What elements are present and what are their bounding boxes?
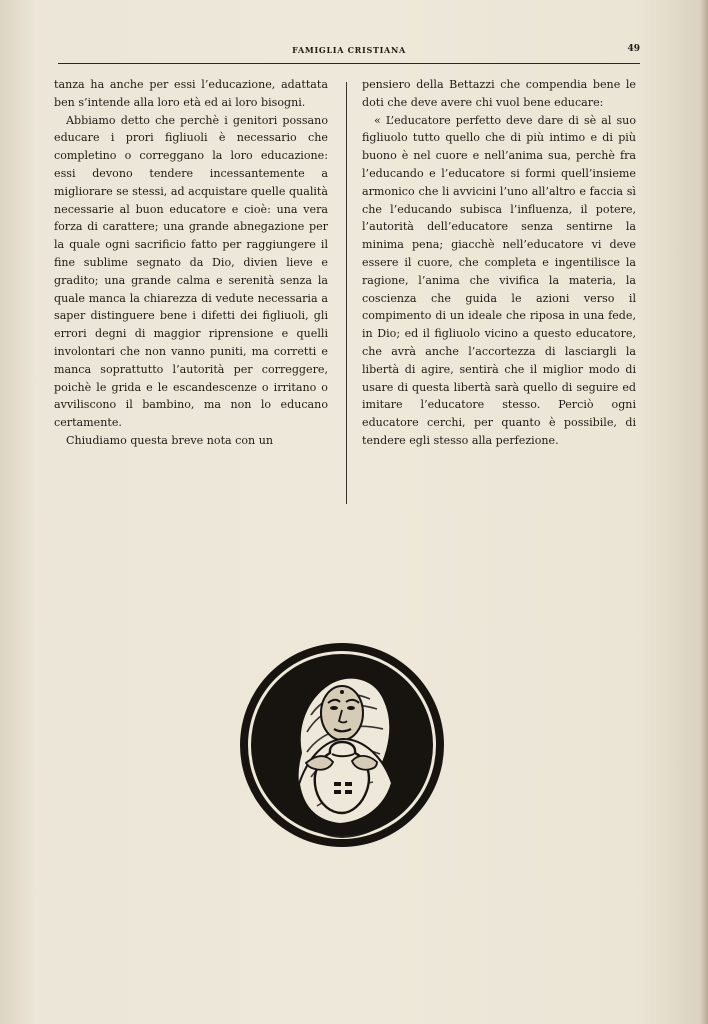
left-paragraph-3: Chiudiamo questa breve nota con un	[66, 433, 274, 447]
right-paragraph-1: pensiero della Bettazzi che compendia bene le doti che deve avere chi vuol bene educare:	[362, 78, 636, 109]
page-header	[58, 41, 640, 64]
magazine-title: FAMIGLIA CRISTIANA	[292, 45, 406, 55]
right-eye	[347, 706, 355, 710]
page-edge-shadow	[700, 0, 708, 1024]
right-text-column	[362, 76, 636, 450]
left-paragraph-2: Abbiamo detto che perchè i genitori possano educare i prori figliuoli è necessario che completino o correggano la loro educazione: essi devono tendere incessantemente a migliorare se stessi, ad acquistare quelle qualità necessarie al buon educatore e cioè: una vera forza di carattere; una grande abnegazione per la quale ogni sacrificio fatto per raggiungere il fine sublime segnato da Dio, divien lieve e gradito; una grande calma e serenità senza la quale manca la chiarezza di vedute necessaria a saper distinguere bene i difetti dei figliuoli, gli errori degni di maggior riprensione e quelli involontari che non vanno puniti, ma corretti e manca soprattutto l’autorità per correggere, poichè le grida e le escandescenze o irritano o avviliscono il bambino, ma non lo educano certamente.	[54, 113, 328, 430]
column-divider	[346, 82, 347, 504]
left-text-column	[54, 76, 328, 450]
page-number: 49	[627, 44, 640, 54]
left-eye	[330, 706, 338, 710]
left-paragraph-1: tanza ha anche per essi l’educazione, adattata ben s’intende alla loro età ed ai loro bisogni.	[54, 78, 328, 109]
medallion-svg	[238, 641, 446, 849]
woman-medallion-illustration	[238, 641, 446, 849]
right-paragraph-2: « L’educatore perfetto deve dare di sè al suo figliuolo tutto quello che di più intimo e di più buono è nel cuore e nell’anima sua, perchè fra l’educando e l’educatore si formi quell’insieme armonico che li avvicini l’uno all’altro e faccia sì che l’educando subisca l’influenza, il potere, l’autorità dell’educatore senza sentirne la minima pena; giacchè nell’educatore vi deve essere il cuore, che completa e ingentilisce la ragione, l’anima che vivifica la materia, la coscienza che guida le azioni verso il compimento di un ideale che riposa in una fede, in Dio; ed il figliuolo vicino a questo educatore, che avrà anche l’accortezza di lasciargli la libertà di agire, sentirà che il miglior modo di usare di questa libertà sarà quello di seguire ed imitare l’educatore stesso. Perciò ogni educatore cerchi, per quanto è possibile, di tendere egli stesso alla perfezione.	[362, 113, 636, 447]
forehead-mark	[340, 690, 344, 694]
